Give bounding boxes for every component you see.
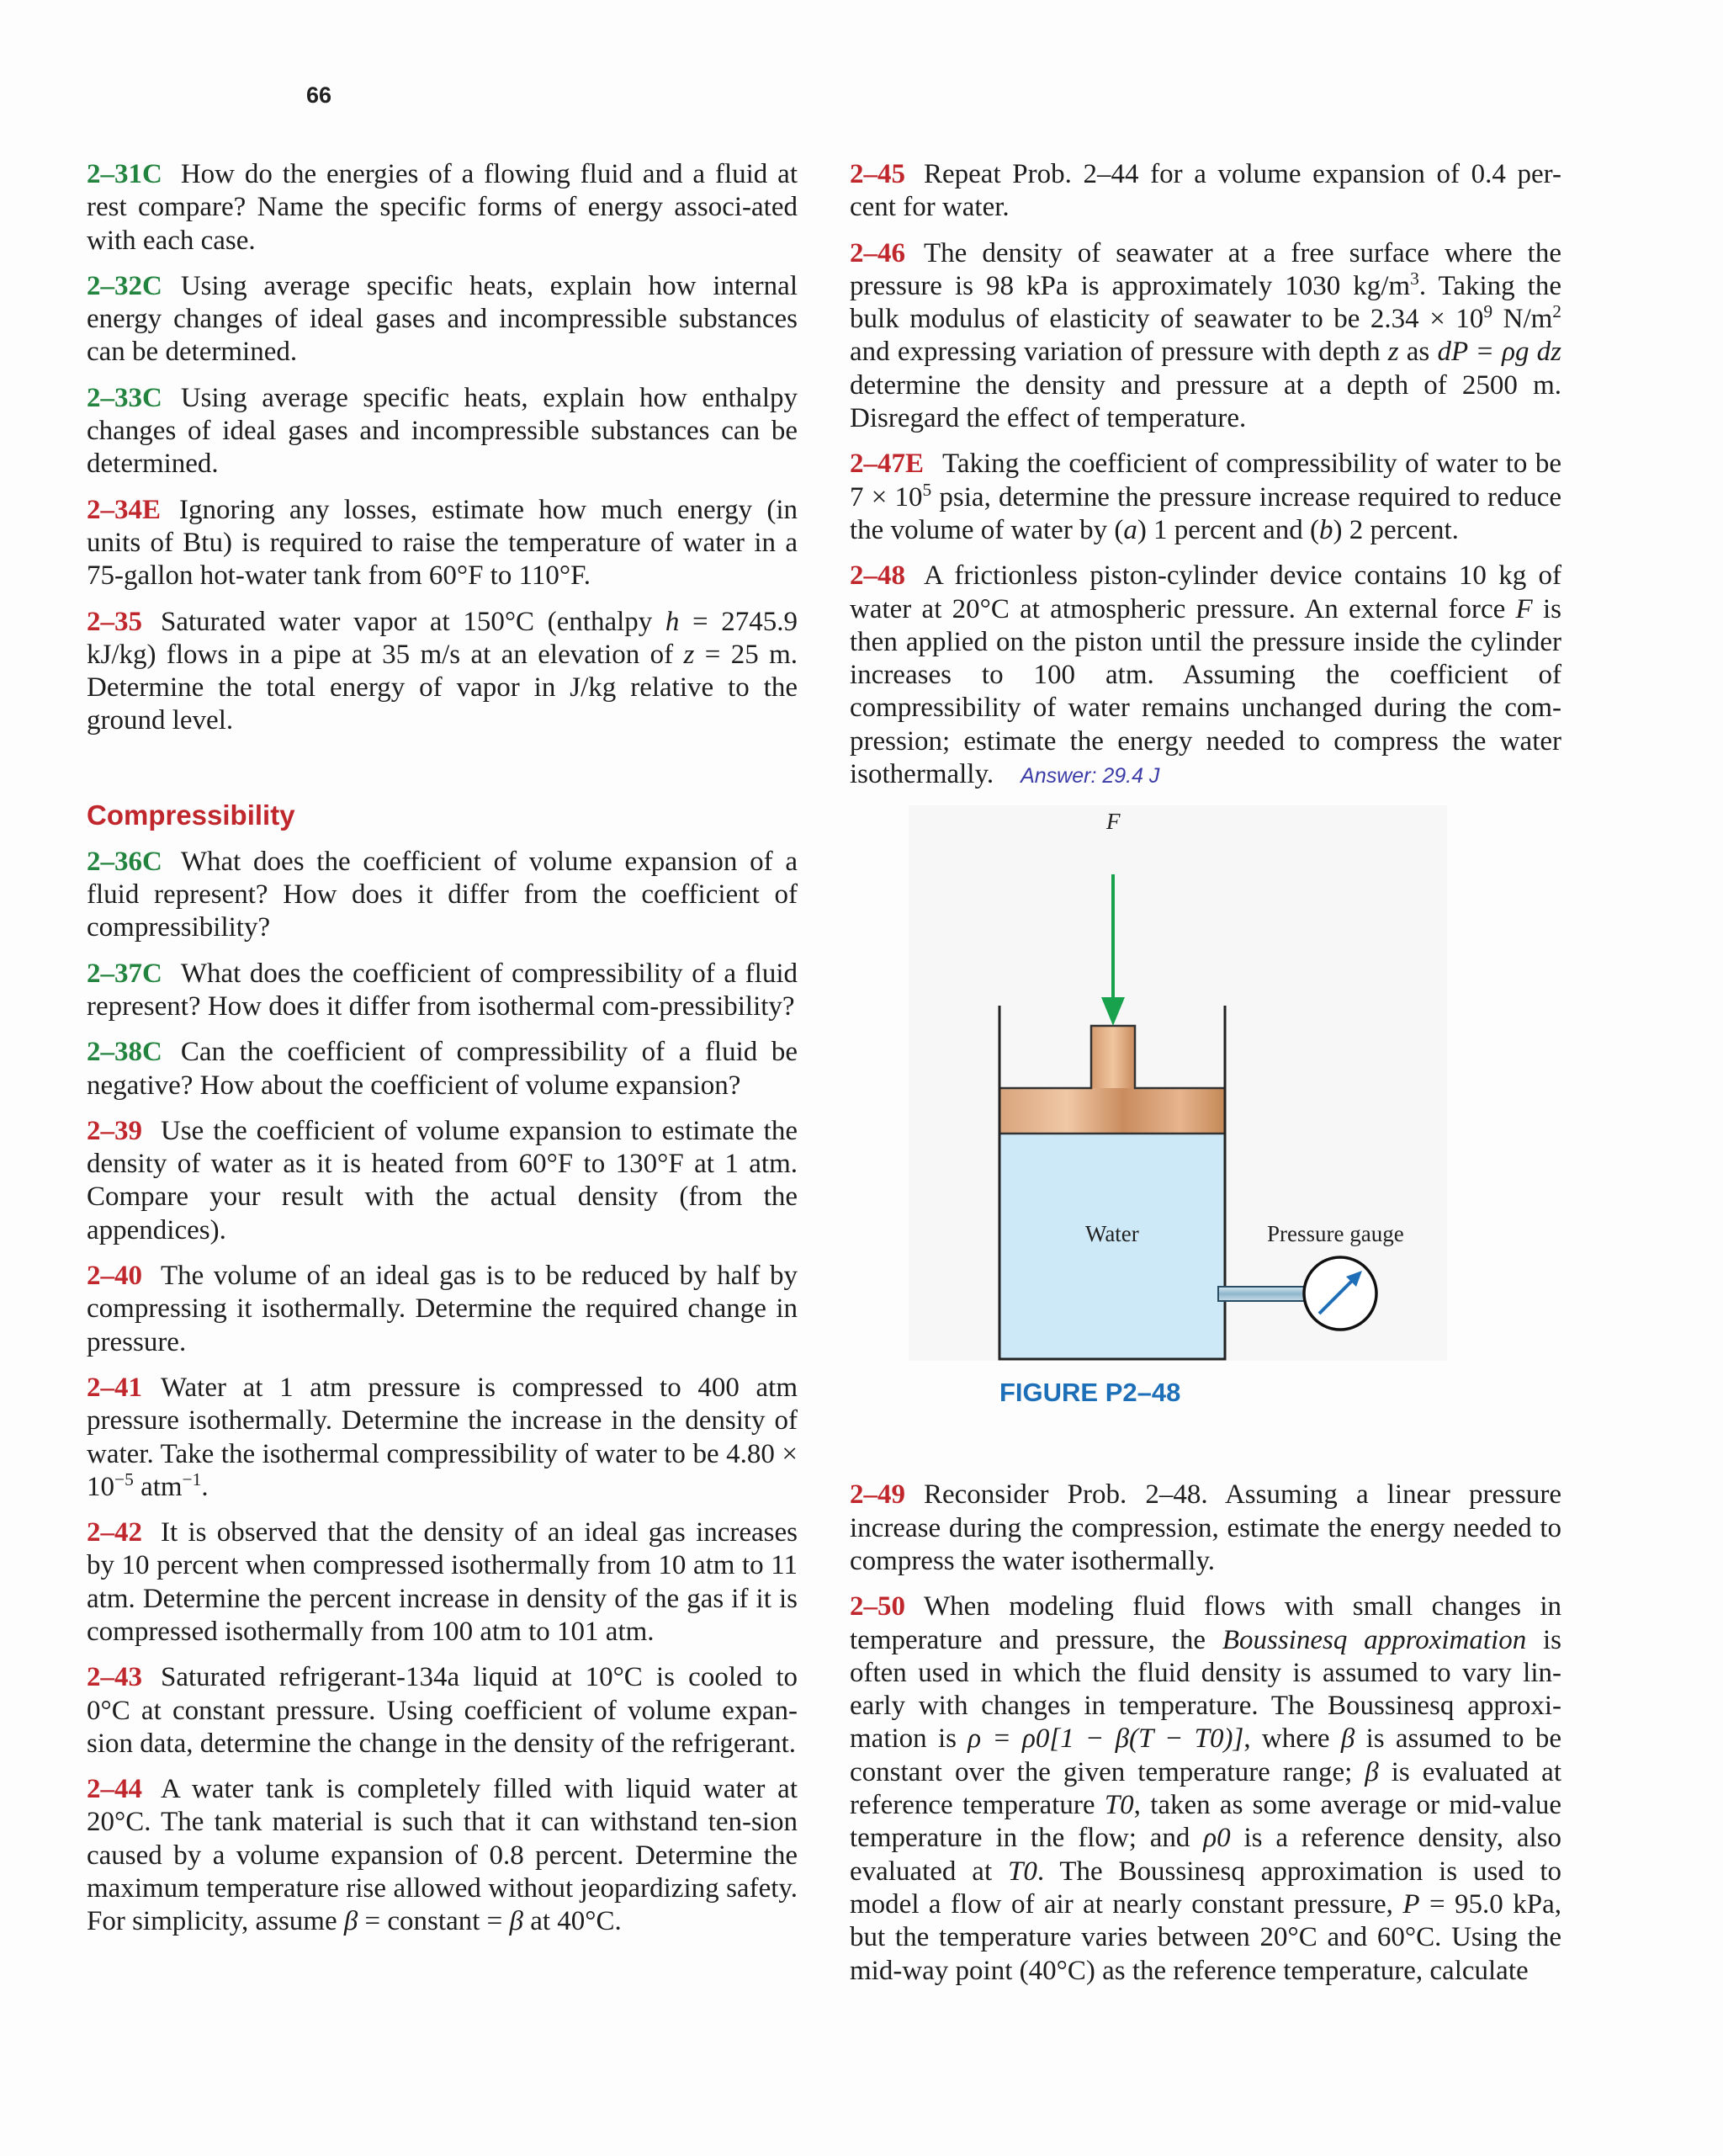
piston-cylinder-diagram <box>850 805 1561 1361</box>
problem-number: 2–32C <box>87 270 162 301</box>
figure-caption: FIGURE P2–48 <box>999 1378 1181 1408</box>
problem-2-42 <box>87 1516 798 1649</box>
problem-text: is often used in which the fluid density is assumed to vary lin-early with changes in temperature. The Boussinesq approxi-mation is <box>850 1624 1561 1755</box>
reference-temperature-symbol: T0 <box>1007 1856 1037 1887</box>
problem-text: A frictionless piston-cylinder device contains 10 kg of water at 20°C at atmospheric pressure. An external force <box>850 560 1561 624</box>
problem-text: , taken as some average or mid-value temperature in the flow; and <box>850 1790 1561 1854</box>
problem-number: 2–45 <box>850 159 905 189</box>
problem-text: = constant = <box>358 1906 510 1937</box>
problem-number: 2–44 <box>87 1774 142 1805</box>
problem-2-33c <box>87 382 798 481</box>
problem-text: A water tank is completely filled with liquid water at 20°C. The tank material is such that it can withstand ten-sion caused by a volume expansion of 0.8 percent. Determine the maximum temperature rise allowed without jeopardizing safety. For simplicity, assume <box>87 1774 798 1937</box>
emphasis: Boussinesq approximation <box>1222 1624 1527 1655</box>
page-number: 66 <box>306 82 332 108</box>
problem-text: . The Boussinesq approximation is used to model a flow of air at nearly constant pressure, <box>850 1856 1561 1920</box>
problem-number: 2–37C <box>87 958 162 989</box>
piston-rod <box>1091 1026 1135 1088</box>
problem-number: 2–33C <box>87 382 162 413</box>
problem-text: N/m <box>1492 304 1553 335</box>
problem-text: Taking the coefficient of compressibility of water to be 7 × 10 <box>850 449 1561 512</box>
exponent: −1 <box>182 1468 202 1490</box>
problem-text: The volume of an ideal gas is to be reduced by half by compressing it isothermally. Determine the required change in pressure. <box>87 1261 798 1357</box>
elevation-symbol: z <box>683 639 695 670</box>
problem-2-48 <box>850 560 1561 793</box>
force-label: F <box>1106 809 1121 835</box>
problem-text: at 40°C. <box>522 1906 622 1937</box>
problem-number: 2–34E <box>87 494 162 525</box>
problem-2-35 <box>87 606 798 738</box>
problem-2-37c <box>87 958 798 1024</box>
problem-2-31c <box>87 158 798 258</box>
problem-text: Saturated refrigerant-134a liquid at 10°C is cooled to 0°C at constant pressure. Using coefficient of volume expan-sion data, determine the change in the density of the refrigerant. <box>87 1662 798 1759</box>
problem-number: 2–31C <box>87 159 162 189</box>
reference-temperature-symbol: T0 <box>1104 1790 1134 1821</box>
problem-2-50 <box>850 1590 1561 1988</box>
problem-text: Saturated water vapor at 150°C (enthalpy <box>161 606 665 637</box>
problem-text: as <box>1398 337 1438 368</box>
problem-number: 2–35 <box>87 606 142 637</box>
problem-number: 2–36C <box>87 846 162 877</box>
superscript: 2 <box>1552 301 1561 322</box>
problem-number: 2–46 <box>850 237 905 268</box>
problem-text: It is observed that the density of an ideal gas increases by 10 percent when compressed isothermally from 10 atm to 11 atm. Determine the percent increase in density of the gas if it is compressed isothermally from 100 atm to 101 atm. <box>87 1517 798 1647</box>
problem-number: 2–38C <box>87 1037 162 1068</box>
pressure-symbol: P <box>1402 1888 1420 1920</box>
boussinesq-equation: ρ = ρ0[1 − β(T − T0)] <box>968 1723 1244 1755</box>
water-label: Water <box>1085 1221 1139 1247</box>
problem-2-45 <box>850 158 1561 225</box>
answer: Answer: 29.4 J <box>1021 764 1160 789</box>
part-label: b <box>1319 514 1333 545</box>
superscript: 9 <box>1483 301 1493 322</box>
problem-text: = 95.0 kPa, but the temperature varies between 20°C and 60°C. Using the mid-way point (40°C) as the reference temperature, calculate <box>850 1888 1561 1986</box>
piston-head <box>999 1088 1225 1134</box>
left-column <box>87 158 798 1952</box>
problem-2-47e <box>850 448 1561 547</box>
problem-number: 2–39 <box>87 1115 142 1146</box>
problem-2-49 <box>850 1479 1561 1578</box>
problem-2-46 <box>850 237 1561 436</box>
right-column <box>850 158 1561 2000</box>
problem-number: 2–48 <box>850 560 905 592</box>
problem-number: 2–43 <box>87 1662 142 1693</box>
problem-2-38c <box>87 1036 798 1102</box>
beta-symbol: β <box>343 1906 358 1937</box>
problem-text: What does the coefficient of compressibility of a fluid represent? How does it differ from isothermal com-pressibility? <box>87 958 798 1022</box>
problem-text: Use the coefficient of volume expansion to estimate the density of water as it is heated from 60°F to 130°F at 1 atm. Compare your result with the actual density (from the appendices). <box>87 1115 798 1245</box>
problem-text: Using average specific heats, explain how internal energy changes of ideal gases and incompressible substances can be determined. <box>87 270 798 368</box>
problem-text: is then applied on the piston until the pressure inside the cylinder increases to 100 atm. Assuming the coefficient of compressibility of water remains unchanged during the com-pression; estimate the energy needed to compress the water isothermally. <box>850 593 1561 790</box>
reference-density-symbol: ρ0 <box>1203 1823 1231 1854</box>
problem-2-32c <box>87 270 798 369</box>
problem-text: and expressing variation of pressure with depth <box>850 337 1388 368</box>
problem-text: Repeat Prob. 2–44 for a volume expansion of 0.4 per-cent for water. <box>850 159 1561 223</box>
problem-2-44 <box>87 1773 798 1938</box>
gauge-label: Pressure gauge <box>1267 1221 1404 1247</box>
beta-symbol: β <box>1365 1756 1379 1787</box>
problem-number: 2–40 <box>87 1261 142 1292</box>
problem-text: = 25 m. Determine the total energy of vapor in J/kg relative to the ground level. <box>87 639 798 736</box>
beta-symbol: β <box>509 1906 523 1937</box>
problem-2-41 <box>87 1372 798 1504</box>
problem-2-40 <box>87 1260 798 1359</box>
problem-text: Ignoring any losses, estimate how much energy (in units of Btu) is required to raise the temperature of water in a 75-gallon hot-water tank from 60°F to 110°F. <box>87 494 798 592</box>
problem-text: ) 2 percent. <box>1333 514 1459 545</box>
problem-text: The density of seawater at a free surface where the pressure is 98 kPa is approximately 1030 kg/m <box>850 237 1561 301</box>
problem-2-43 <box>87 1661 798 1760</box>
gauge-pipe <box>1218 1287 1304 1301</box>
part-label: a <box>1123 514 1137 545</box>
problem-text: is a reference density, also evaluated at <box>850 1823 1561 1887</box>
problem-text: . <box>201 1471 209 1502</box>
problem-2-34e <box>87 494 798 593</box>
problem-text: is evaluated at reference temperature <box>850 1756 1561 1821</box>
superscript: 5 <box>922 479 932 500</box>
figure-p2-48 <box>850 805 1561 1479</box>
problem-text: is assumed to be constant over the given temperature range; <box>850 1723 1561 1787</box>
beta-symbol: β <box>1340 1723 1355 1755</box>
depth-symbol: z <box>1387 337 1399 368</box>
problem-number: 2–47E <box>850 449 925 480</box>
exponent: −5 <box>114 1468 134 1490</box>
problem-text: atm <box>133 1471 183 1502</box>
problem-text: What does the coefficient of volume expansion of a fluid represent? How does it differ from the coefficient of compressibility? <box>87 846 798 943</box>
enthalpy-symbol: h <box>665 606 680 637</box>
section-heading: Compressibility <box>87 799 295 831</box>
problem-number: 2–49 <box>850 1479 905 1511</box>
problem-text: = 2745.9 kJ/kg) flows in a pipe at 35 m/s at an elevation of <box>87 606 798 670</box>
problem-number: 2–41 <box>87 1372 142 1403</box>
problem-text: Can the coefficient of compressibility of a fluid be negative? How about the coefficient of volume expansion? <box>87 1037 798 1101</box>
force-symbol: F <box>1515 593 1533 624</box>
problem-text: Using average specific heats, explain how enthalpy changes of ideal gases and incompressible substances can be determined. <box>87 382 798 480</box>
problem-2-36c <box>87 846 798 945</box>
problem-text: How do the energies of a flowing fluid and a fluid at rest compare? Name the specific forms of energy associ-ated with each case. <box>87 159 798 256</box>
pressure-equation: dP = ρg dz <box>1437 337 1561 368</box>
problem-text: Reconsider Prob. 2–48. Assuming a linear pressure increase during the compression, estimate the energy needed to compress the water isothermally. <box>850 1479 1561 1576</box>
problem-2-39 <box>87 1115 798 1247</box>
problem-text: determine the density and pressure at a depth of 2500 m. Disregard the effect of temperature. <box>850 369 1561 434</box>
problem-text: , where <box>1243 1723 1341 1755</box>
problem-number: 2–42 <box>87 1517 142 1548</box>
problem-text: psia, determine the pressure increase required to reduce the volume of water by ( <box>850 481 1561 545</box>
problem-text: . Taking the bulk modulus of elasticity of seawater to be 2.34 × 10 <box>850 270 1561 335</box>
problem-text: ) 1 percent and ( <box>1137 514 1320 545</box>
problem-text: Water at 1 atm pressure is compressed to 400 atm pressure isothermally. Determine the increase in the density of water. Take the isothermal compressibility of water to be 4.80 × 10 <box>87 1372 798 1502</box>
problem-number: 2–50 <box>850 1591 905 1622</box>
problem-text: When modeling fluid flows with small changes in temperature and pressure, the <box>850 1591 1561 1655</box>
superscript: 3 <box>1410 268 1419 289</box>
